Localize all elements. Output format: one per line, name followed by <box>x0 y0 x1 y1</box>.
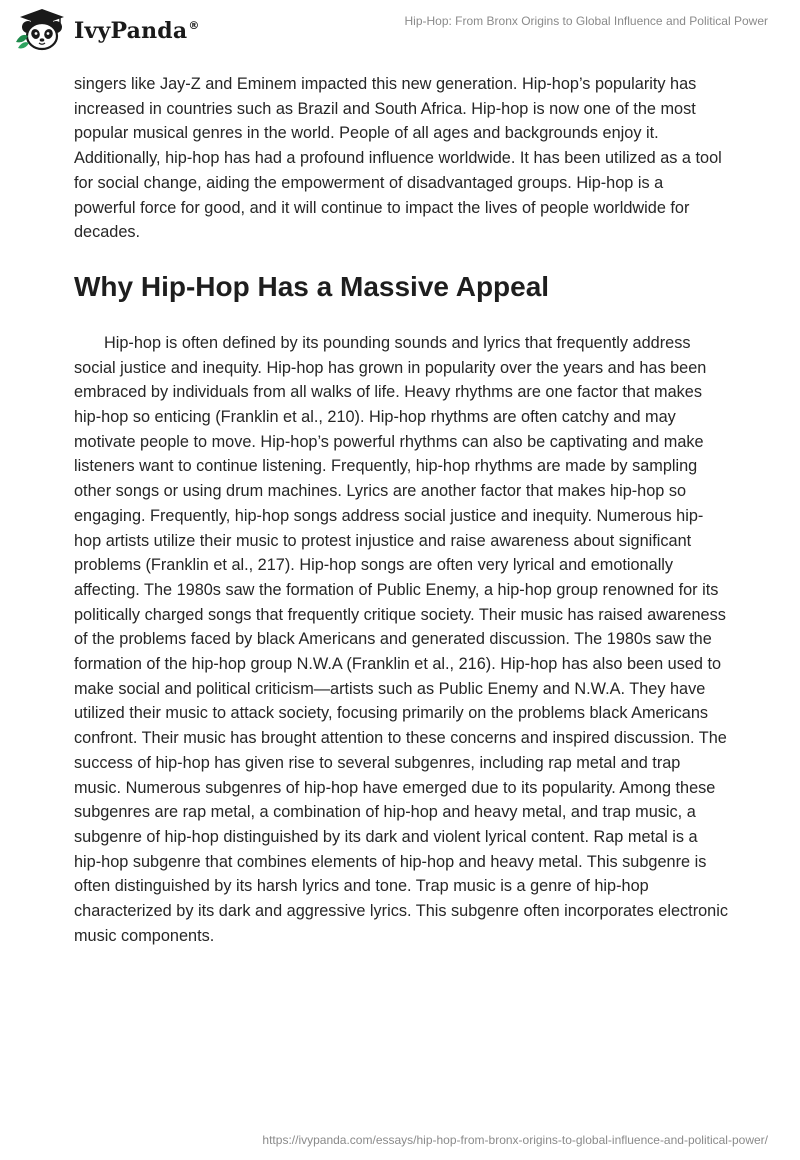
page-header <box>0 0 800 56</box>
registered-mark: ® <box>188 19 200 32</box>
ivypanda-logo[interactable] <box>14 8 200 52</box>
essay-body <box>74 72 728 949</box>
logo-wordmark-text: IvyPanda <box>74 18 188 44</box>
panda-graduate-icon <box>14 8 70 52</box>
document-title: Hip-Hop: From Bronx Origins to Global Influence and Political Power <box>404 14 768 28</box>
section-heading: Why Hip-Hop Has a Massive Appeal <box>74 270 550 302</box>
intro-paragraph: singers like Jay-Z and Eminem impacted this new generation. Hip-hop’s popularity has increased in countries such as Brazil and South Africa. Hip-hop is now one of the most popular musical genres in the world. People of all ages and backgrounds enjoy it. Additionally, hip-hop has had a profound influence worldwide. It has been utilized as a tool for social change, aiding the empowerment of disadvantaged groups. Hip-hop is a powerful force for good, and it will continue to impact the lives of people worldwide for decades. <box>74 75 722 242</box>
footer-source-url[interactable]: https://ivypanda.com/essays/hip-hop-from-bronx-origins-to-global-influence-and-political-power/ <box>262 1133 768 1147</box>
section-paragraph: Hip-hop is often defined by its pounding sounds and lyrics that frequently address social justice and inequity. Hip-hop has grown in popularity over the years and has been embraced by individuals from all walks of life. Heavy rhythms are one factor that makes hip-hop so enticing (Franklin et al., 210). Hip-hop rhythms are often catchy and may motivate people to move. Hip-hop’s powerful rhythms can also be captivating and make listeners want to continue listening. Frequently, hip-hop rhythms are made by sampling other songs or using drum machines. Lyrics are another factor that makes hip-hop so engaging. Frequently, hip-hop songs address social justice and inequity. Numerous hip-hop artists utilize their music to protest injustice and raise awareness about significant problems (Franklin et al., 217). Hip-hop songs are often very lyrical and emotionally affecting. The 1980s saw the formation of Public Enemy, a hip-hop group renowned for its politically charged songs that frequently critique society. Their music has raised awareness of the problems faced by black Americans and generated discussion. The 1980s saw the formation of the hip-hop group N.W.A (Franklin et al., 216). Hip-hop has also been used to make social and political criticism—artists such as Public Enemy and N.W.A. They have utilized their music to attack society, focusing primarily on the problems black Americans confront. Their music has brought attention to these concerns and inspired discussion. The success of hip-hop has given rise to several subgenres, including rap metal and trap music. Numerous subgenres of hip-hop have emerged due to its popularity. Among these subgenres are rap metal, a combination of hip-hop and heavy metal, and trap music, a subgenre of hip-hop distinguished by its dark and violent lyrical content. Rap metal is a hip-hop subgenre that combines elements of hip-hop and heavy metal. This subgenre is often distinguished by its harsh lyrics and tone. Trap music is a genre of hip-hop characterized by its dark and aggressive lyrics. This subgenre often incorporates electronic music components. <box>74 333 728 945</box>
logo-wordmark <box>74 18 200 44</box>
